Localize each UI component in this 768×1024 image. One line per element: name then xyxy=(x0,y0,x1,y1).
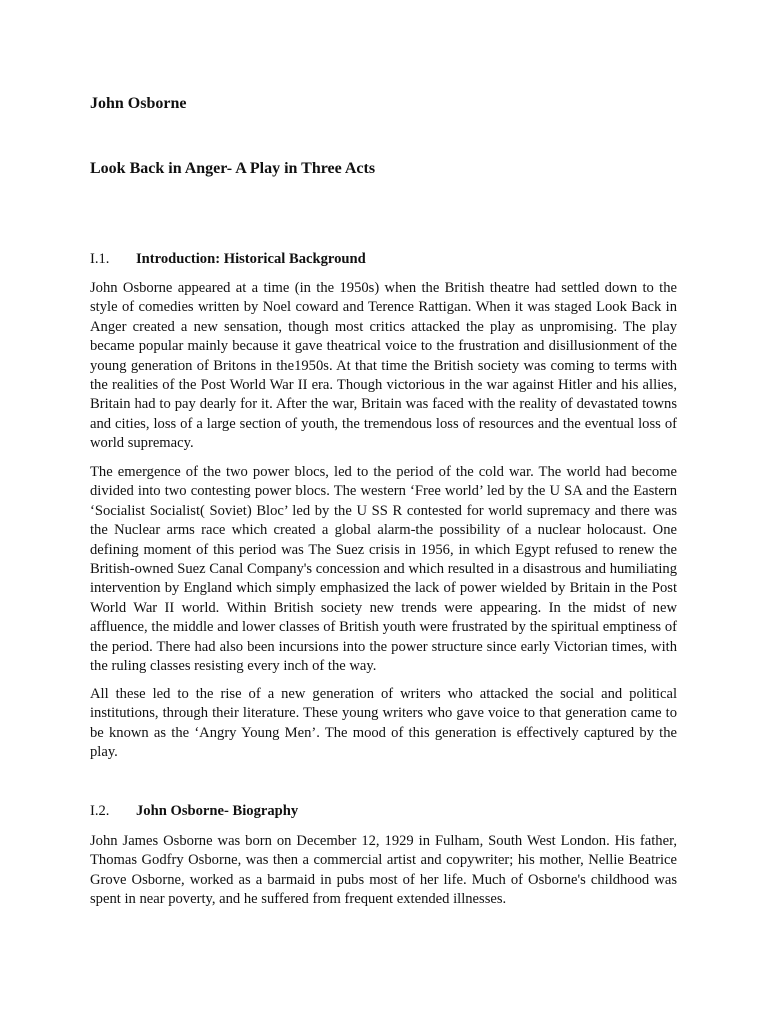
section-title: Introduction: Historical Background xyxy=(136,251,366,267)
paragraph: John Osborne appeared at a time (in the 1950s) when the British theatre had settled down to the style of comedies written by Noel coward and Terence Rattigan. When it was staged Look Back in Anger created a new sensation, though most critics attacked the play as unpromising. The play became popular mainly because it gave theatrical voice to the frustration and disillusionment of the young generation of Britons in the1950s. At that time the British society was coming to terms with the realities of the Post World War II era. Though victorious in the war against Hitler and his allies, Britain had to pay dearly for it. After the war, Britain was faced with the reality of devastated towns and cities, loss of a large section of youth, the tremendous loss of resources and the eventual loss of world supremacy. xyxy=(90,280,677,452)
section-title: John Osborne- Biography xyxy=(136,803,299,819)
paragraph: All these led to the rise of a new generation of writers who attacked the social and political institutions, through their literature. These young writers who gave voice to that generation came to be known as the ‘Angry Young Men’. The mood of this generation is effectively captured by the play. xyxy=(90,686,677,761)
section-heading-biography xyxy=(90,802,298,821)
section-number: I.1. xyxy=(90,251,110,267)
section-number: I.2. xyxy=(90,803,110,819)
document-author: John Osborne xyxy=(90,95,187,112)
paragraph: The emergence of the two power blocs, led to the period of the cold war. The world had become divided into two contesting power blocs. The western ‘Free world’ led by the U SA and the Eastern ‘Socialist Socialist( Soviet) Bloc’ led by the U SS R contested for world supremacy and there was the Nuclear arms race which created a global alarm-the possibility of a nuclear holocaust. One defining moment of this period was The Suez crisis in 1956, in which Egypt refused to renew the British-owned Suez Canal Company's concession and which resulted in a disastrous and humiliating intervention by England which simply emphasized the lack of power wielded by Britain in the Post World War II world. Within British society new trends were appearing. In the midst of new affluence, the middle and lower classes of British youth were frustrated by the spiritual emptiness of the period. There had also been incursions into the power structure since early Victorian times, with the ruling classes resisting every inch of the way. xyxy=(90,464,677,675)
paragraph: John James Osborne was born on December 12, 1929 in Fulham, South West London. His father, Thomas Godfry Osborne, was then a commercial artist and copywriter; his mother, Nellie Beatrice Grove Osborne, worked as a barmaid in pubs most of her life. Much of Osborne's childhood was spent in near poverty, and he suffered from frequent extended illnesses. xyxy=(90,833,677,908)
document-title: Look Back in Anger- A Play in Three Acts xyxy=(90,160,376,177)
section-heading-introduction xyxy=(90,250,366,269)
